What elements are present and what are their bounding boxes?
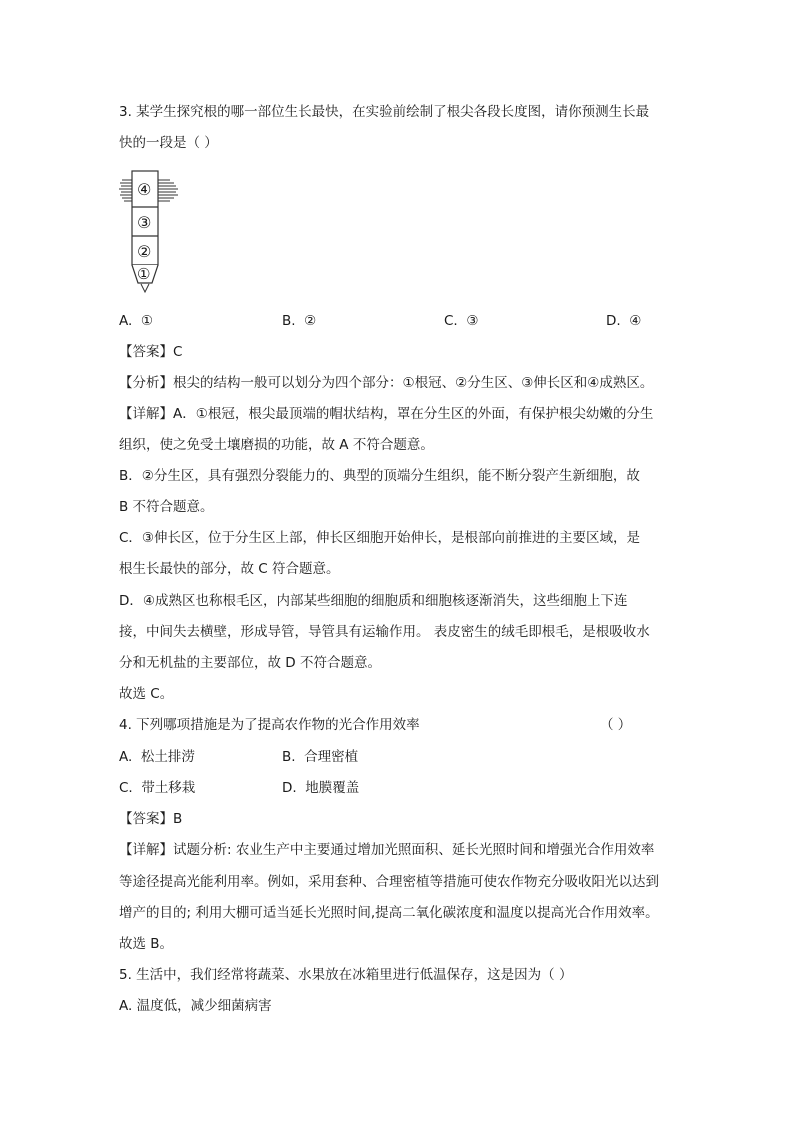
q3-stem-line1: 3. 某学生探究根的哪一部位生长最快，在实验前绘制了根尖各段长度图，请你预测生长最 bbox=[119, 104, 650, 120]
q5-option-a: A. 温度低，减少细菌病害 bbox=[119, 998, 272, 1014]
q3-option-b bbox=[282, 312, 316, 330]
figure-label-4: ④ bbox=[137, 180, 152, 199]
q3-detail-line: 【详解】A．①根冠，根尖最顶端的帽状结构，罩在分生区的外面，有保护根尖幼嫩的分生 bbox=[119, 406, 654, 422]
option-key: A. bbox=[119, 313, 133, 329]
q4-option-c bbox=[119, 779, 195, 797]
q4-detail-line: 等途径提高光能利用率。例如，采用套种、合理密植等措施可使农作物充分吸收阳光以达到 bbox=[119, 874, 659, 890]
option-text: 地膜覆盖 bbox=[305, 780, 360, 796]
option-text: 带土移栽 bbox=[141, 780, 196, 796]
q4-detail-line: 【详解】试题分析: 农业生产中主要通过增加光照面积、延长光照时间和增强光合作用效率 bbox=[119, 842, 655, 858]
q3-detail-line: 接，中间失去横壁，形成导管，导管具有运输作用。 表皮密生的绒毛即根毛，是根吸收水 bbox=[119, 624, 650, 640]
q4-answer: 【答案】B bbox=[119, 811, 183, 827]
option-key: D. bbox=[606, 313, 621, 329]
q4-conclusion: 故选 B。 bbox=[119, 936, 174, 952]
figure-label-1: ① bbox=[137, 265, 151, 283]
option-key: B. bbox=[282, 313, 296, 329]
q4-stem: 4. 下列哪项措施是为了提高农作物的光合作用效率 bbox=[119, 717, 420, 733]
figure-label-3: ③ bbox=[137, 213, 152, 232]
q4-option-d bbox=[282, 779, 359, 797]
q3-detail-line: 分和无机盐的主要部位，故 D 不符合题意。 bbox=[119, 655, 381, 671]
option-key: D. bbox=[282, 780, 297, 796]
option-key: C. bbox=[444, 313, 458, 329]
option-key: A. bbox=[119, 749, 133, 765]
q3-detail-line: B 不符合题意。 bbox=[119, 499, 214, 515]
option-text: ④ bbox=[629, 313, 642, 329]
q3-detail-line: D．④成熟区也称根毛区，内部某些细胞的细胞质和细胞核逐渐消失，这些细胞上下连 bbox=[119, 593, 628, 609]
q3-detail-line: B．②分生区，具有强烈分裂能力的、典型的顶端分生组织，能不断分裂产生新细胞，故 bbox=[119, 468, 640, 484]
q3-stem-line2: 快的一段是（ ） bbox=[119, 135, 218, 151]
option-text: 合理密植 bbox=[304, 749, 359, 765]
q3-option-a bbox=[119, 312, 153, 330]
figure-label-2: ② bbox=[137, 242, 152, 261]
q5-stem: 5. 生活中，我们经常将蔬菜、水果放在冰箱里进行低温保存，这是因为（ ） bbox=[119, 967, 573, 983]
q3-conclusion: 故选 C。 bbox=[119, 686, 174, 702]
q3-answer: 【答案】C bbox=[119, 344, 183, 360]
q4-detail-line: 增产的目的; 利用大棚可适当延长光照时间,提高二氧化碳浓度和温度以提高光合作用效率。 bbox=[119, 905, 659, 921]
root-tip-figure bbox=[118, 168, 182, 298]
q3-option-c bbox=[444, 312, 478, 330]
option-text: ③ bbox=[466, 313, 479, 329]
option-key: B. bbox=[282, 749, 296, 765]
option-text: ② bbox=[304, 313, 317, 329]
option-text: 松土排涝 bbox=[140, 749, 195, 765]
q3-detail-line: C．③伸长区，位于分生区上部，伸长区细胞开始伸长，是根部向前推进的主要区域，是 bbox=[119, 530, 641, 546]
q3-option-d bbox=[606, 312, 641, 330]
q4-answer-blank: （ ） bbox=[600, 717, 632, 733]
option-key: C. bbox=[119, 780, 133, 796]
q3-detail-line: 组织，使之免受土壤磨损的功能，故 A 不符合题意。 bbox=[119, 437, 434, 453]
q3-analysis: 【分析】根尖的结构一般可以划分为四个部分：①根冠、②分生区、③伸长区和④成熟区。 bbox=[119, 375, 654, 391]
option-text: ① bbox=[140, 313, 153, 329]
q4-option-a bbox=[119, 748, 195, 766]
q4-option-b bbox=[282, 748, 358, 766]
q3-detail-line: 根生长最快的部分，故 C 符合题意。 bbox=[119, 561, 340, 577]
